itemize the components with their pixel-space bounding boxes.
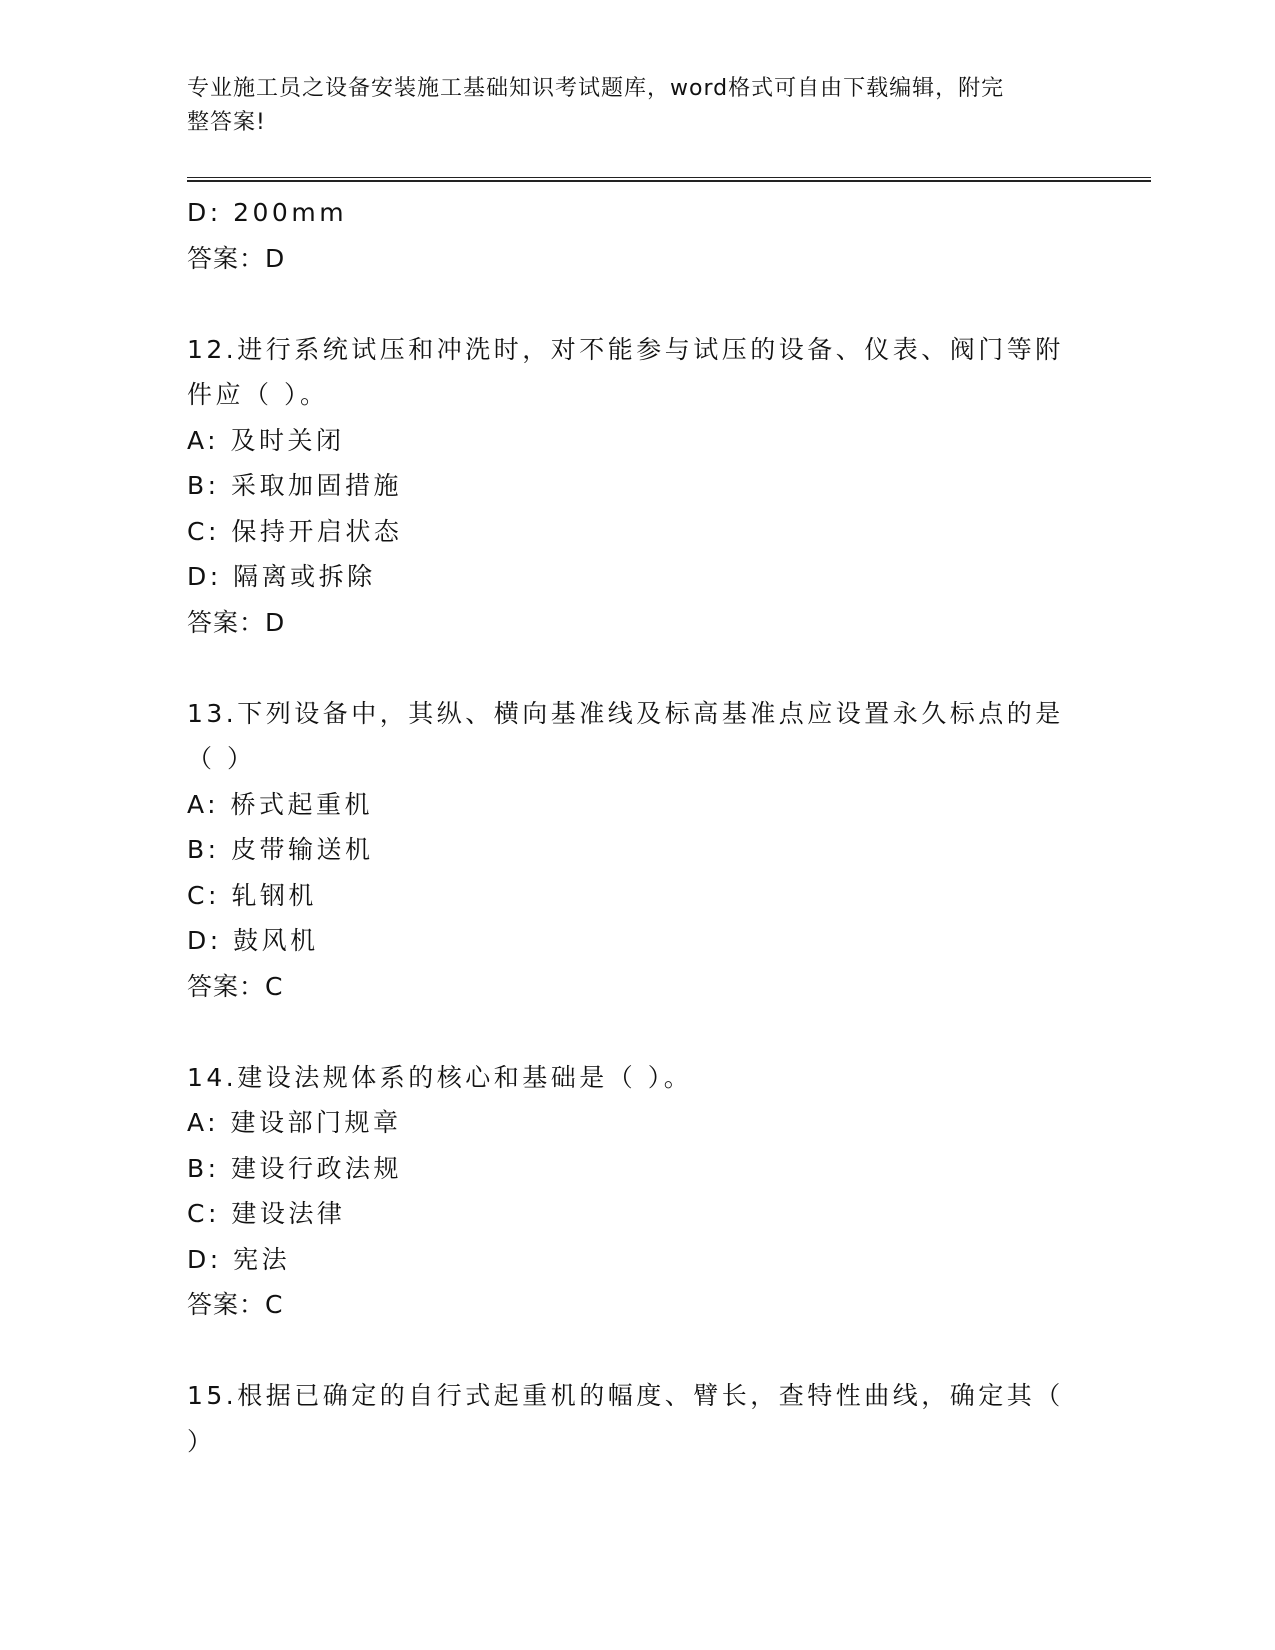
question-list bbox=[187, 190, 1087, 1464]
answer: 答案：D bbox=[187, 607, 286, 637]
option-d: D: 200mm bbox=[187, 198, 348, 227]
option-a: A: 桥式起重机 bbox=[187, 789, 374, 819]
stem-line-1: 15.根据已确定的自行式起重机的幅度、臂长，查特性曲线，确定其（ bbox=[187, 1381, 1064, 1410]
question-14 bbox=[187, 1055, 1087, 1328]
option-d: D: 宪法 bbox=[187, 1244, 291, 1274]
question-stem bbox=[187, 1373, 1077, 1464]
option-a: A: 建设部门规章 bbox=[187, 1108, 402, 1137]
option-c: C: 轧钢机 bbox=[187, 880, 317, 910]
header-line-2: 整答案! bbox=[187, 110, 266, 135]
question-stem bbox=[187, 1055, 1077, 1101]
option-c: C: 保持开启状态 bbox=[187, 516, 403, 546]
answer: 答案：C bbox=[187, 971, 284, 1001]
spacer bbox=[187, 1009, 1087, 1055]
question-stem bbox=[187, 691, 1077, 782]
option-b: B: 建设行政法规 bbox=[187, 1153, 403, 1183]
header-line-1: 专业施工员之设备安装施工基础知识考试题库，word格式可自由下载编辑，附完 bbox=[187, 76, 1005, 101]
stem-line-2: ） bbox=[187, 1426, 216, 1456]
document-header bbox=[187, 72, 1067, 140]
stem-line-1: 14.建设法规体系的核心和基础是（ ）。 bbox=[187, 1062, 693, 1092]
question-13 bbox=[187, 691, 1087, 1010]
stem-line-2: （ ） bbox=[187, 744, 256, 773]
answer: 答案：D bbox=[187, 243, 286, 273]
stem-line-2: 件应（ ）。 bbox=[187, 380, 329, 409]
question-15 bbox=[187, 1373, 1087, 1464]
spacer bbox=[187, 1328, 1087, 1374]
option-b: B: 皮带输送机 bbox=[187, 835, 374, 864]
header-divider bbox=[187, 177, 1151, 182]
option-c: C: 建设法律 bbox=[187, 1199, 346, 1228]
option-d: D: 鼓风机 bbox=[187, 926, 319, 955]
question-11-fragment bbox=[187, 190, 1087, 281]
question-stem bbox=[187, 327, 1077, 418]
answer: 答案：C bbox=[187, 1290, 284, 1319]
stem-line-1: 12.进行系统试压和冲洗时，对不能参与试压的设备、仪表、阀门等附 bbox=[187, 334, 1064, 364]
option-d: D: 隔离或拆除 bbox=[187, 562, 376, 591]
option-a: A: 及时关闭 bbox=[187, 425, 345, 455]
stem-line-1: 13.下列设备中，其纵、横向基准线及标高基准点应设置永久标点的是 bbox=[187, 698, 1064, 728]
option-b: B: 采取加固措施 bbox=[187, 471, 403, 500]
spacer bbox=[187, 645, 1087, 691]
question-12 bbox=[187, 327, 1087, 646]
spacer bbox=[187, 281, 1087, 327]
